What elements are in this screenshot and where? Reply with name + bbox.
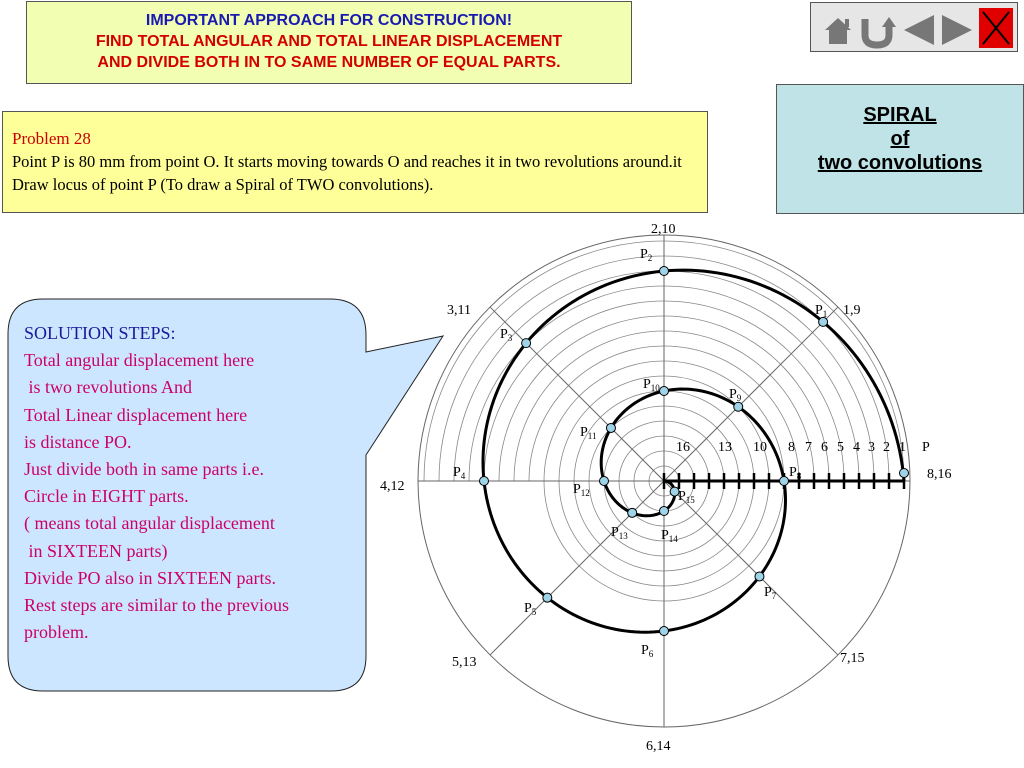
solution-step-line: is distance PO. (24, 431, 132, 452)
point-label: $P_1$ (815, 303, 828, 319)
point-label: $P_7$ (764, 585, 777, 601)
solution-step-line: ( means total angular displacement (24, 513, 275, 534)
point-subscript: 12 (580, 488, 590, 498)
ray-label: 2,10 (651, 222, 676, 237)
scale-label: 3 (868, 440, 875, 455)
ray-label: 7,15 (840, 651, 865, 666)
point-label: $P_{10}$ (643, 377, 660, 393)
problem-title: Problem 28 (12, 129, 91, 148)
point-subscript: 9 (736, 393, 742, 403)
scale-label: 10 (753, 440, 767, 455)
scale-label: P (922, 440, 930, 455)
problem-text: Point P is 80 mm from point O. It starts moving towards O and reaches it in two revolutions around.it Draw locus of point P (To draw a Spiral of TWO convolutions). (12, 152, 682, 194)
point-subscript: 1 (822, 309, 828, 319)
spiral-point (543, 593, 552, 602)
solution-step-line: Circle in EIGHT parts. (24, 486, 189, 507)
ray-label: 3,11 (447, 303, 471, 318)
spiral-point (606, 423, 615, 432)
important-line-2: FIND TOTAL ANGULAR AND TOTAL LINEAR DISPLACEMENT (95, 33, 563, 50)
solution-step-line: Divide PO also in SIXTEEN parts. (24, 567, 276, 588)
scale-label: 2 (883, 440, 890, 455)
point-label: $P_{15}$ (678, 489, 695, 505)
point-label: $P_9$ (729, 387, 742, 403)
important-line-3: AND DIVIDE BOTH IN TO SAME NUMBER OF EQUAL PARTS. (97, 54, 561, 71)
point-subscript: 7 (771, 591, 777, 601)
topic-title-line-2: of (890, 128, 910, 150)
solution-step-line: Total angular displacement here (24, 350, 255, 371)
ray-label: 1,9 (843, 303, 861, 318)
scale-label: 1 (899, 440, 906, 455)
point-label: $P_{12}$ (573, 482, 590, 498)
point-label: $P_{11}$ (580, 425, 597, 441)
spiral-point (480, 477, 489, 486)
spiral-point (660, 627, 669, 636)
ray-label: 4,12 (380, 479, 405, 494)
spiral-point (522, 339, 531, 348)
point-label: $P_3$ (500, 327, 513, 343)
scale-label: 16 (676, 440, 690, 455)
spiral-point (660, 507, 669, 516)
scale-label: 4 (853, 440, 860, 455)
spiral-point (600, 477, 609, 486)
point-subscript: 2 (647, 253, 653, 263)
point-subscript: 8 (796, 471, 802, 481)
point-subscript: 15 (685, 495, 695, 505)
point-label: $P_{14}$ (661, 528, 678, 544)
solution-step-line: Total Linear displacement here (24, 404, 248, 425)
spiral-point (755, 572, 764, 581)
scale-label: 8 (788, 440, 795, 455)
spiral-point (660, 267, 669, 276)
solution-step-line: is two revolutions And (24, 377, 193, 398)
solution-step-line: Rest steps are similar to the previous (24, 595, 289, 616)
scale-label: 6 (821, 440, 828, 455)
solution-step-line: Just divide both in same parts i.e. (24, 459, 264, 480)
point-subscript: 13 (618, 531, 628, 541)
topic-title-line-3: two convolutions (817, 152, 983, 174)
spiral-point (660, 387, 669, 396)
solution-step-line: problem. (24, 622, 89, 643)
solution-steps (24, 320, 369, 646)
start-point (900, 469, 909, 478)
solution-step-line: in SIXTEEN parts) (24, 540, 168, 561)
point-subscript: 14 (668, 534, 678, 544)
spiral-point (780, 477, 789, 486)
point-subscript: 10 (650, 383, 660, 393)
ray-label: 6,14 (646, 739, 671, 754)
point-subscript: 5 (531, 607, 537, 617)
radial-line (664, 481, 838, 655)
scale-label: 13 (718, 440, 732, 455)
point-subscript: 11 (587, 431, 597, 441)
topic-title-line-1: SPIRAL (863, 104, 937, 126)
point-label: $P_2$ (640, 247, 653, 263)
important-line-1: IMPORTANT APPROACH FOR CONSTRUCTION! (145, 12, 513, 29)
spiral-point (628, 508, 637, 517)
point-label: $P_6$ (641, 643, 654, 659)
spiral-point (734, 402, 743, 411)
radial-line (490, 481, 664, 655)
point-subscript: 3 (507, 333, 513, 343)
scale-label: 7 (805, 440, 812, 455)
ray-label: 5,13 (452, 655, 477, 670)
point-label: $P_5$ (524, 601, 537, 617)
point-subscript: 6 (648, 649, 654, 659)
solution-steps-title: SOLUTION STEPS: (24, 323, 176, 343)
scale-label: 5 (837, 440, 844, 455)
point-subscript: 4 (460, 471, 466, 481)
point-label: $P_4$ (453, 465, 466, 481)
ray-label: 8,16 (927, 467, 952, 482)
point-label: $P_{13}$ (611, 525, 628, 541)
point-label: $P_8$ (789, 465, 802, 481)
